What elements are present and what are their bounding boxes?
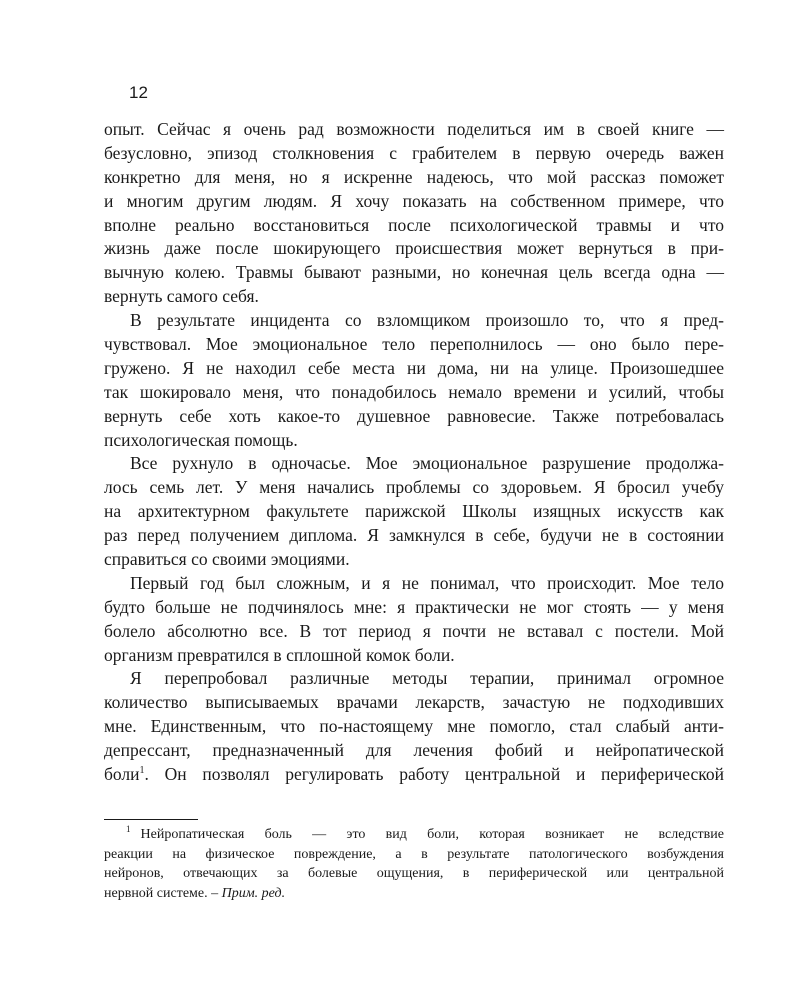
text-line: В результате инцидента со взломщиком произошло то, что я пред- [130, 310, 724, 331]
text-line: количество выписываемых врачами лекарств, зачастую не подходивших [104, 692, 724, 713]
footnote-mark: 1 [126, 824, 131, 835]
footnote-text: нервной системе. – [104, 885, 219, 901]
text-line-with-footnote-ref [104, 763, 724, 787]
footnote-text: Нейропатическая боль — это вид боли, которая возникает не вследствие [140, 827, 724, 842]
text-line: чувствовал. Мое эмоциональное тело переполнилось — оно было пере- [104, 334, 724, 355]
text-line: гружено. Я не находил себе места ни дома, ни на улице. Произошедшее [104, 357, 724, 378]
text-line: вернуть самого себя. [104, 286, 259, 307]
footnote-divider [104, 819, 198, 820]
text-line: вычную колею. Травмы бывают разными, но конечная цель всегда одна — [104, 262, 724, 283]
text-line: депрессант, предназначенный для лечения фобий и нейропатической [104, 740, 724, 761]
text-line: и многим другим людям. Я хочу показать на собственном примере, что [104, 190, 724, 211]
text-line: вернуть себе хоть какое-то душевное равновесие. Также потребовалась [104, 405, 724, 426]
text-line: на архитектурном факультете парижской Школы изящных искусств как [104, 501, 724, 522]
footnote [104, 825, 724, 903]
footnote-line [104, 884, 724, 904]
text-line: опыт. Сейчас я очень рад возможности поделиться им в своей книге — [104, 119, 724, 139]
editor-note: Прим. ред. [221, 885, 286, 901]
text-line: вполне реально восстановиться после психологической травмы и что [104, 214, 724, 235]
text-line: мне. Единственным, что по-настоящему мне помогло, стал слабый анти- [104, 716, 724, 737]
text-line: болело абсолютно все. В тот период я почти не вставал с постели. Мой [104, 620, 724, 641]
text-line: конкретно для меня, но я искренне надеюсь, что мой рассказ поможет [104, 166, 724, 187]
footnote-line: реакции на физическое повреждение, а в результате патологического возбуждения [104, 846, 724, 862]
footnote-line [104, 825, 724, 845]
text-line: так шокировало меня, что понадобилось немало времени и усилий, чтобы [104, 381, 724, 402]
footnote-line: нейронов, отвечающих за болевые ощущения, в периферической или центральной [104, 866, 724, 881]
text-fragment: . Он позволял регулировать работу центральной и периферической [144, 764, 724, 785]
text-fragment: боли [104, 764, 140, 785]
text-line: безусловно, эпизод столкновения с грабителем в первую очередь важен [104, 142, 724, 163]
text-line: Первый год был сложным, и я не понимал, что происходит. Мое тело [130, 572, 724, 593]
text-line: психологическая помощь. [104, 429, 298, 450]
text-line: раз перед получением диплома. Я замкнулся в себе, будучи не в состоянии [104, 525, 724, 546]
text-line: Все рухнуло в одночасье. Мое эмоциональное разрушение продолжа- [130, 453, 724, 474]
main-text [104, 118, 724, 787]
text-line: жизнь даже после шокирующего происшествия может вернуться в при- [104, 238, 724, 259]
footnote-reference[interactable]: 1 [139, 765, 145, 777]
text-line: организм превратился в сплошной комок боли. [104, 644, 455, 665]
page-number: 12 [129, 83, 148, 102]
text-line: будто больше не подчинялось мне: я практически не мог стоять — у меня [104, 596, 724, 617]
text-line: Я перепробовал различные методы терапии, принимал огромное [130, 668, 724, 689]
text-line: справиться со своими эмоциями. [104, 549, 350, 570]
text-line: лось семь лет. У меня начались проблемы со здоровьем. Я бросил учебу [104, 477, 724, 498]
